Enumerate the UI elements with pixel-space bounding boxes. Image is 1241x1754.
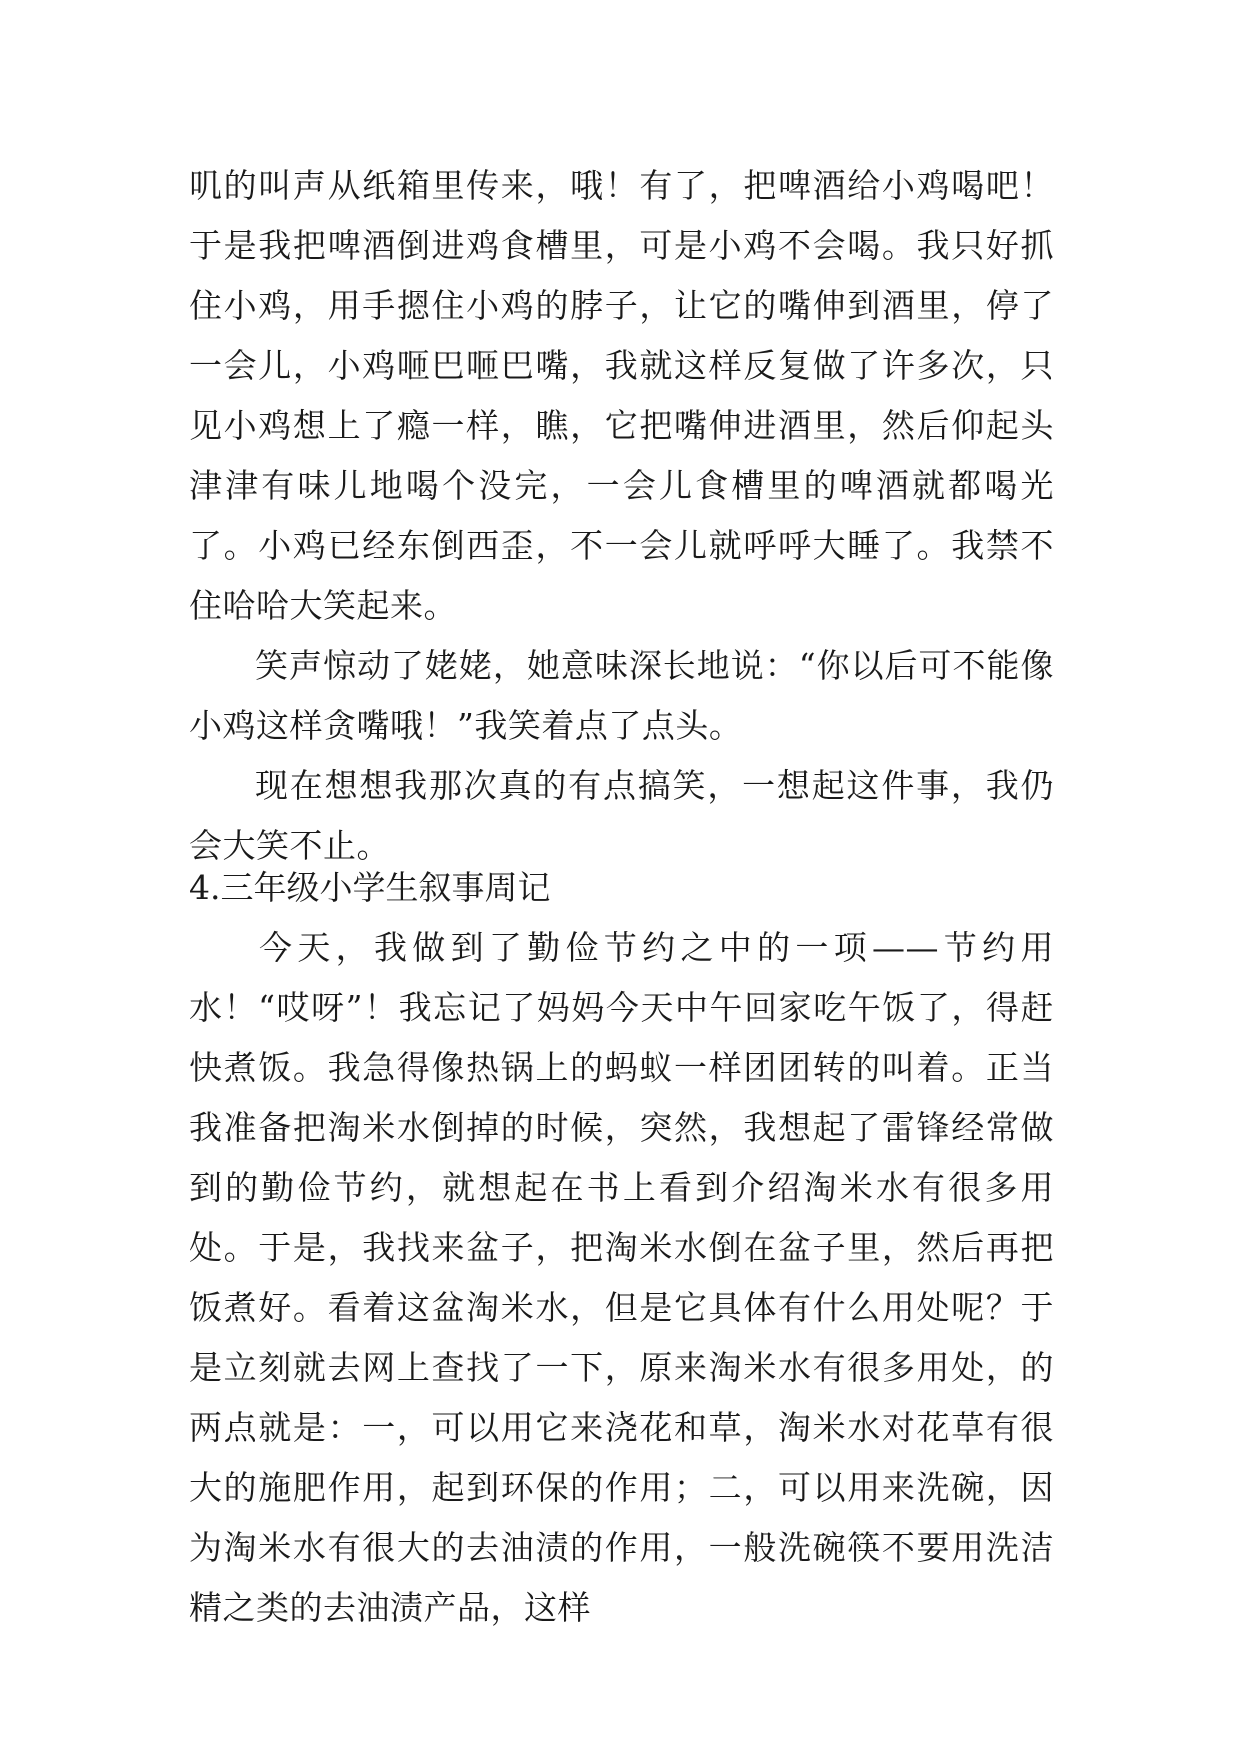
story1-paragraph-3: 现在想想我那次真的有点搞笑，一想起这件事，我仍会大笑不止。 <box>189 766 1054 865</box>
story-continuation <box>189 156 1054 876</box>
section-paragraph-1: 今天，我做到了勤俭节约之中的一项——节约用水！“哎呀”！我忘记了妈妈今天中午回家吃午饭了，得赶快煮饭。我急得像热锅上的蚂蚁一样团团转的叫着。正当我准备把淘米水倒掉的时候，突然，我想起了雷锋经常做到的勤俭节约，就想起在书上看到介绍淘米水有很多用处。于是，我找来盆子，把淘米水倒在盆子里，然后再把饭煮好。看着这盆淘米水，但是它具体有什么用处呢？于是立刻就去网上查找了一下，原来淘米水有很多用处，的两点就是：一，可以用它来浇花和草，淘米水对花草有很大的施肥作用，起到环保的作用；二，可以用来洗碗，因为淘米水有很大的去油渍的作用，一般洗碗筷不要用洗洁精之类的去油渍产品，这样 <box>189 928 1054 1627</box>
section-heading: 4.三年级小学生叙事周记 <box>189 868 551 907</box>
section-body <box>189 918 1054 1638</box>
story1-paragraph-1: 叽的叫声从纸箱里传来，哦！有了，把啤酒给小鸡喝吧！于是我把啤酒倒进鸡食槽里，可是小鸡不会喝。我只好抓住小鸡，用手摁住小鸡的脖子，让它的嘴伸到酒里，停了一会儿，小鸡咂巴咂巴嘴，我就这样反复做了许多次，只见小鸡想上了瘾一样，瞧，它把嘴伸进酒里，然后仰起头津津有味儿地喝个没完，一会儿食槽里的啤酒就都喝光了。小鸡已经东倒西歪，不一会儿就呼呼大睡了。我禁不住哈哈大笑起来。 <box>189 166 1054 625</box>
story1-paragraph-2: 笑声惊动了姥姥，她意味深长地说：“你以后可不能像小鸡这样贪嘴哦！”我笑着点了点头。 <box>189 646 1054 745</box>
